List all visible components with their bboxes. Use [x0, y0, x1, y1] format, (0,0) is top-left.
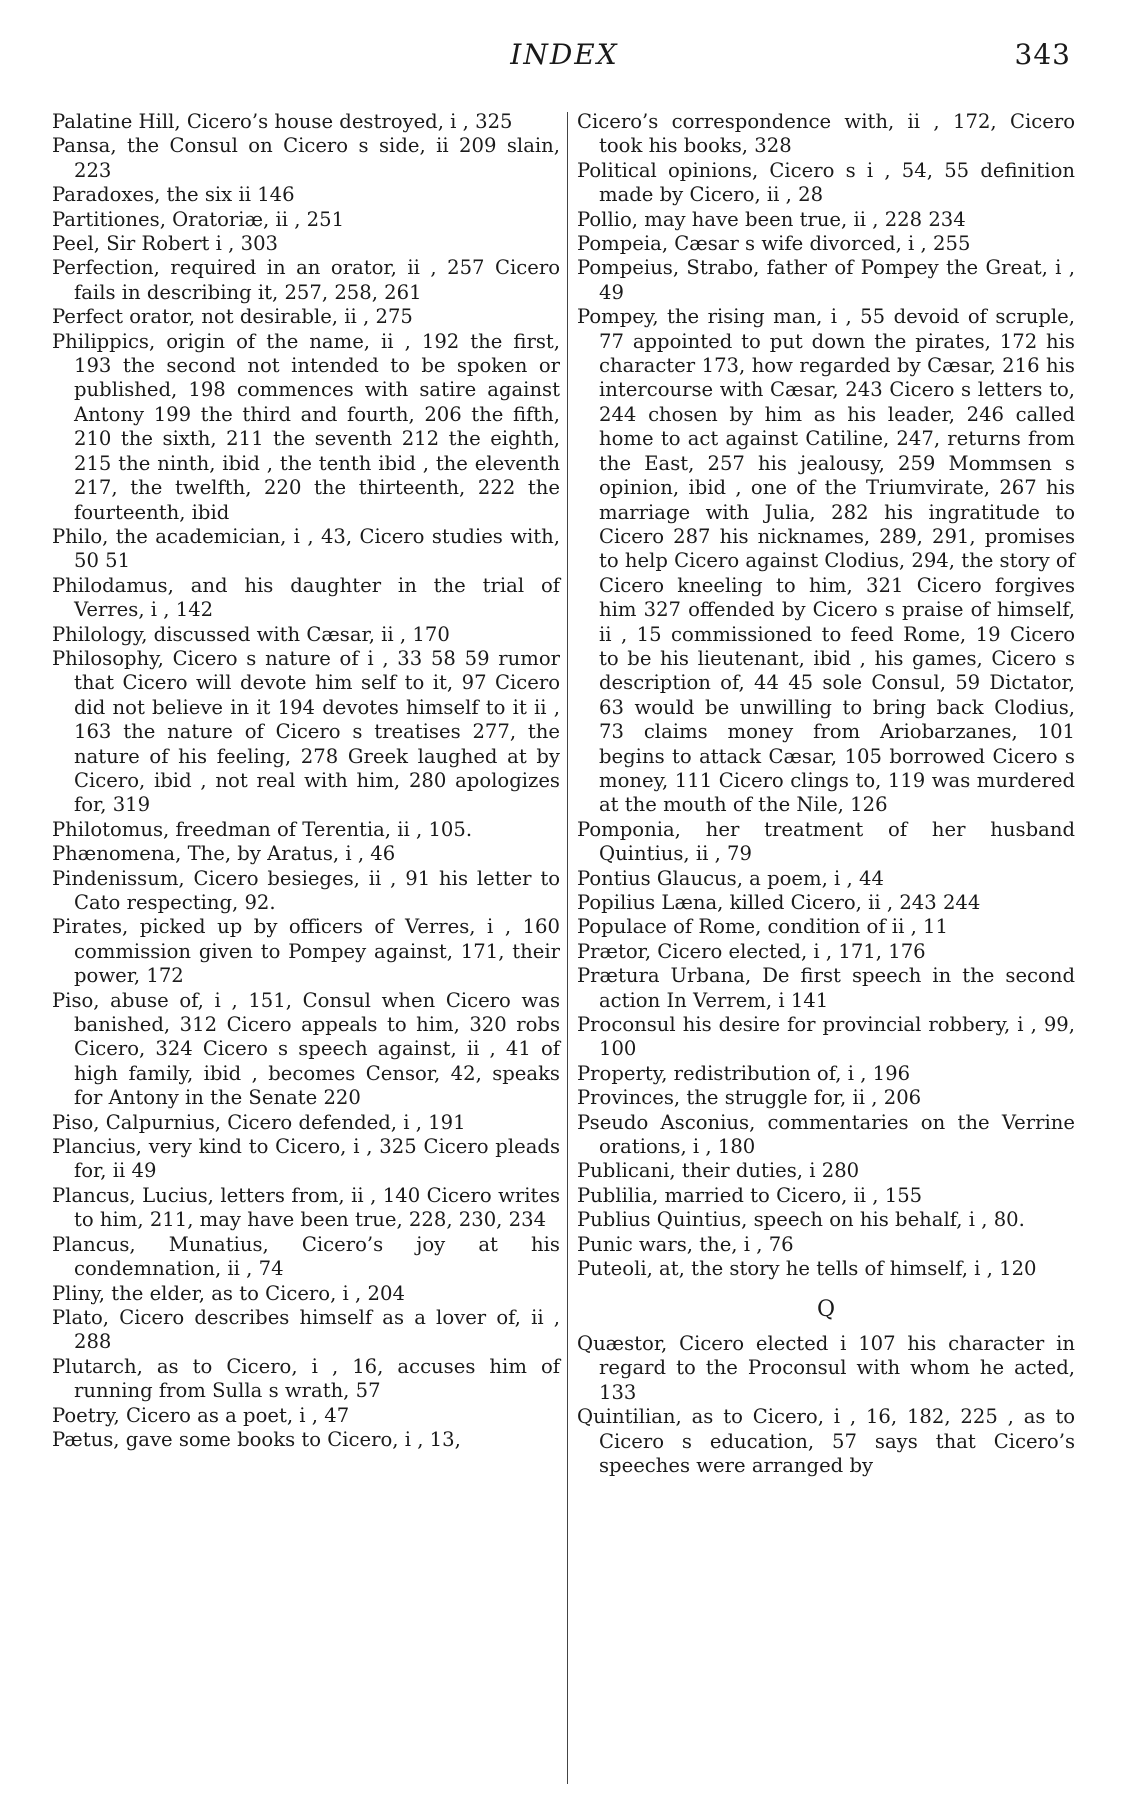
- index-entry: Piso, abuse of, i , 151, Consul when Cicero was banished, 312 Cicero appeals to him, 320 robs Cicero, 324 Cicero s speech against, ii , 41 of high family, ibid , becomes Censor, 42, speaks for Antony in the Senate 220: [52, 988, 560, 1110]
- index-entry: Pollio, may have been true, ii , 228 234: [577, 207, 966, 231]
- index-entry: Pindenissum, Cicero besieges, ii , 91 his letter to Cato respecting, 92.: [52, 866, 560, 914]
- index-entry: Pætus, gave some books to Cicero, i , 13,: [52, 1427, 461, 1451]
- index-entry: Philology, discussed with Cæsar, ii , 170: [52, 622, 450, 646]
- index-entry: Cicero’s correspondence with, ii , 172, Cicero took his books, 328: [577, 110, 1075, 158]
- index-entry: Punic wars, the, i , 76: [577, 1232, 794, 1256]
- index-entry: Perfection, required in an orator, ii , 257 Cicero fails in describing it, 257, 258, 261: [52, 256, 560, 304]
- index-entry: Plato, Cicero describes himself as a lover of, ii , 288: [52, 1305, 560, 1354]
- index-column-left: [52, 110, 560, 1452]
- page-header: [0, 38, 1129, 78]
- index-entry: Prætura Urbana, De first speech in the second action In Verrem, i 141: [577, 964, 1075, 1012]
- index-entry: Phænomena, The, by Aratus, i , 46: [52, 842, 396, 866]
- index-entry: Provinces, the struggle for, ii , 206: [577, 1086, 922, 1110]
- index-entry: Pansa, the Consul on Cicero s side, ii 209 slain, 223: [52, 134, 560, 182]
- index-entry: Popilius Læna, killed Cicero, ii , 243 244: [577, 891, 981, 914]
- index-entry: Philotomus, freedman of Terentia, ii , 105.: [52, 817, 473, 841]
- section-letter-q: Q: [816, 1296, 836, 1322]
- index-entry: Pirates, picked up by officers of Verres, i , 160 commission given to Pompey against, 171, their power, 172: [52, 915, 560, 988]
- index-entry: Publicani, their duties, i 280: [577, 1159, 860, 1183]
- index-entry: Quæstor, Cicero elected i 107 his character in regard to the Proconsul with whom he acted, 133: [577, 1331, 1075, 1404]
- index-entry: Property, redistribution of, i , 196: [577, 1061, 911, 1085]
- index-entry: Pompeia, Cæsar s wife divorced, i , 255: [577, 232, 971, 256]
- index-entry: Proconsul his desire for provincial robbery, i , 99, 100: [577, 1013, 1075, 1061]
- index-entry: Populace of Rome, condition of ii , 11: [577, 915, 948, 939]
- index-entry: Perfect orator, not desirable, ii , 275: [52, 305, 413, 329]
- index-entry: Quintilian, as to Cicero, i , 16, 182, 225 , as to Cicero s education, 57 says that Cicero’s speeches were arranged by: [577, 1405, 1075, 1477]
- index-entry: Pompeius, Strabo, father of Pompey the Great, i , 49: [577, 256, 1075, 304]
- index-entry: Publius Quintius, speech on his behalf, i , 80.: [577, 1208, 1025, 1232]
- index-entry: Pomponia, her treatment of her husband Quintius, ii , 79: [577, 817, 1075, 866]
- index-entry: Partitiones, Oratoriæ, ii , 251: [52, 207, 345, 231]
- index-entry: Palatine Hill, Cicero’s house destroyed, i , 325: [52, 110, 513, 133]
- index-entry: Plancus, Munatius, Cicero’s joy at his condemnation, ii , 74: [52, 1232, 560, 1281]
- index-entry: Pompey, the rising man, i , 55 devoid of scruple, 77 appointed to put down the pirates, 172 his character 173, how regarded by Cæsar, 216 his intercourse with Cæsar, 243 Cicero s letters to, 244 chosen by him as his leader, 246 called home to act against Catiline, 247, returns from the East, 257 his jealousy, 259 Mommsen s opinion, ibid , one of the Triumvirate, 267 his marriage with Julia, 282 his ingratitude to Cicero 287 his nicknames, 289, 291, promises to help Cicero against Clodius, 294, the story of Cicero kneeling to him, 321 Cicero forgives him 327 offended by Cicero s praise of himself, ii , 15 commissioned to feed Rome, 19 Cicero to be his lieutenant, ibid , his games, Cicero s description of, 44 45 sole Consul, 59 Dictator, 63 would be unwilling to bring back Clodius, 73 claims money from Ariobarzanes, 101 begins to attack Cæsar, 105 borrowed Cicero s money, 111 Cicero clings to, 119 was murdered at the mouth of the Nile, 126: [577, 305, 1075, 817]
- index-entry: Publilia, married to Cicero, ii , 155: [577, 1183, 923, 1207]
- index-entry: Pontius Glaucus, a poem, i , 44: [577, 866, 884, 890]
- index-entry: Paradoxes, the six ii 146: [52, 183, 295, 207]
- index-entry: Plutarch, as to Cicero, i , 16, accuses him of running from Sulla s wrath, 57: [52, 1354, 560, 1403]
- index-entry: Philosophy, Cicero s nature of i , 33 58 59 rumor that Cicero will devote him self to it, 97 Cicero did not believe in it 194 devotes himself to it ii , 163 the nature of Cicero s treatises 277, the nature of his feeling, 278 Greek laughed at by Cicero, ibid , not real with him, 280 apologizes for, 319: [52, 646, 560, 817]
- index-entry: Philodamus, and his daughter in the trial of Verres, i , 142: [52, 573, 560, 622]
- index-entry: Peel, Sir Robert i , 303: [52, 232, 279, 256]
- index-entry: Pseudo Asconius, commentaries on the Verrine orations, i , 180: [577, 1110, 1075, 1159]
- index-entry: Puteoli, at, the story he tells of himself, i , 120: [577, 1257, 1037, 1281]
- index-entry: Philippics, origin of the name, ii , 192 the first, 193 the second not intended to be spoken or published, 198 commences with satire against Antony 199 the third and fourth, 206 the fifth, 210 the sixth, 211 the seventh 212 the eighth, 215 the ninth, ibid , the tenth ibid , the eleventh 217, the twelfth, 220 the thirteenth, 222 the fourteenth, ibid: [52, 329, 560, 524]
- index-entry: Plancius, very kind to Cicero, i , 325 Cicero pleads for, ii 49: [52, 1135, 560, 1183]
- index-entry: Pliny, the elder, as to Cicero, i , 204: [52, 1281, 405, 1305]
- index-entry: Piso, Calpurnius, Cicero defended, i , 191: [52, 1110, 466, 1134]
- index-entry: Political opinions, Cicero s i , 54, 55 definition made by Cicero, ii , 28: [577, 158, 1075, 207]
- index-entry: Prætor, Cicero elected, i , 171, 176: [577, 939, 926, 963]
- index-entry: Plancus, Lucius, letters from, ii , 140 Cicero writes to him, 211, may have been true, 228, 230, 234: [52, 1183, 560, 1232]
- index-entry: Poetry, Cicero as a poet, i , 47: [52, 1403, 350, 1427]
- index-entry: Philo, the academician, i , 43, Cicero studies with, 50 51: [52, 524, 560, 573]
- column-divider: [567, 112, 568, 1784]
- running-title: INDEX: [510, 38, 619, 71]
- page-number: 343: [1014, 38, 1071, 71]
- index-column-right: [577, 110, 1075, 1478]
